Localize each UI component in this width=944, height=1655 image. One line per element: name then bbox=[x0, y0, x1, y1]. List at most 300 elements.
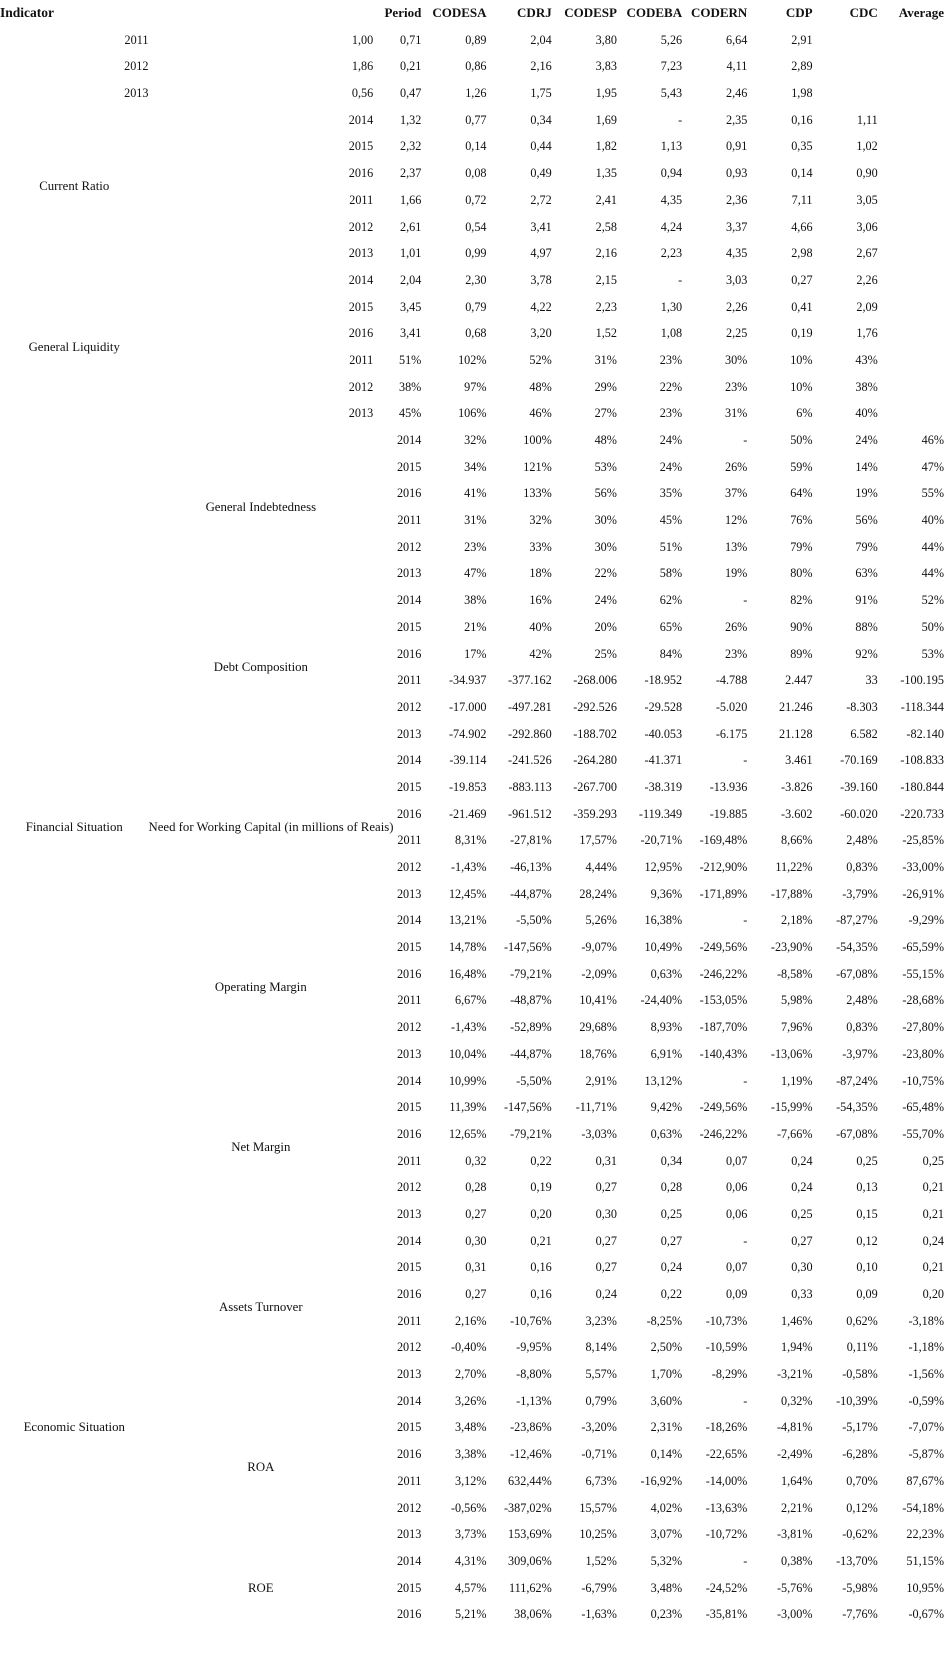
cell-value: -10,59% bbox=[705, 1340, 748, 1355]
cell-value: 82% bbox=[790, 593, 813, 608]
cell-value: 0,30 bbox=[595, 1206, 617, 1221]
cell-value: -268.006 bbox=[573, 673, 617, 688]
cell-average: 0,90 bbox=[856, 166, 878, 181]
cell-period: 2015 bbox=[396, 779, 422, 794]
cell-value: 2,61 bbox=[399, 219, 422, 234]
cell-value: -1,63% bbox=[581, 1607, 617, 1622]
cell-value: -44,87% bbox=[510, 886, 552, 901]
column-header-cdp: CDP bbox=[785, 5, 813, 20]
cell-value: -246,22% bbox=[699, 966, 748, 981]
cell-value: 1,52 bbox=[595, 326, 617, 341]
cell-value: 17,57% bbox=[579, 833, 617, 848]
cell-value: -11,71% bbox=[575, 1100, 617, 1115]
cell-value: 2,72 bbox=[530, 192, 552, 207]
column-header-period: Period bbox=[384, 5, 422, 20]
cell-period: 2015 bbox=[396, 1580, 422, 1595]
cell-average: 1,76 bbox=[856, 326, 878, 341]
cell-value: -87,27% bbox=[836, 913, 878, 928]
cell-value: - bbox=[743, 1073, 748, 1088]
table-row bbox=[0, 107, 944, 134]
cell-average: -0,59% bbox=[908, 1393, 944, 1408]
cell-value: -6.175 bbox=[715, 726, 748, 741]
cell-value: 0,11% bbox=[846, 1340, 878, 1355]
cell-value: -5,98% bbox=[842, 1580, 878, 1595]
cell-average: 43% bbox=[855, 352, 878, 367]
cell-value: 5,21% bbox=[455, 1607, 487, 1622]
cell-average: 3,05 bbox=[856, 192, 878, 207]
table-row bbox=[0, 27, 944, 54]
indicator-label: ROE bbox=[248, 1580, 274, 1595]
cell-value: 6% bbox=[796, 406, 813, 421]
cell-value: 2,58 bbox=[595, 219, 617, 234]
indicator-label: General Indebtedness bbox=[205, 499, 317, 514]
cell-value: 63% bbox=[855, 566, 878, 581]
cell-value: - bbox=[678, 112, 683, 127]
cell-period: 2015 bbox=[396, 1420, 422, 1435]
cell-average: -55,70% bbox=[902, 1126, 944, 1141]
cell-period: 2011 bbox=[397, 833, 422, 848]
cell-value: 22% bbox=[594, 566, 617, 581]
cell-value: -48,87% bbox=[510, 993, 552, 1008]
cell-value: 53% bbox=[594, 459, 617, 474]
cell-value: -41.371 bbox=[644, 753, 683, 768]
cell-value: 6,64 bbox=[726, 32, 748, 47]
cell-value: 0,79 bbox=[465, 299, 487, 314]
cell-period: 2016 bbox=[396, 1447, 422, 1462]
cell-value: 0,71 bbox=[399, 32, 422, 47]
cell-average: 38% bbox=[855, 379, 878, 394]
cell-value: -15,99% bbox=[770, 1100, 813, 1115]
cell-value: -187,70% bbox=[699, 1020, 748, 1035]
cell-value: 38% bbox=[398, 379, 422, 394]
cell-period: 2013 bbox=[348, 246, 374, 261]
cell-average: -65,48% bbox=[902, 1100, 944, 1115]
cell-period: 2014 bbox=[396, 1073, 422, 1088]
group-label: Economic Situation bbox=[23, 1420, 125, 1435]
cell-value: 9,42% bbox=[650, 1100, 683, 1115]
cell-value: -12,46% bbox=[510, 1447, 552, 1462]
cell-value: 1,66 bbox=[399, 192, 422, 207]
cell-value: -249,56% bbox=[699, 940, 748, 955]
cell-value: 3,80 bbox=[595, 32, 617, 47]
cell-value: -40.053 bbox=[644, 726, 683, 741]
table-row bbox=[0, 267, 944, 294]
cell-value: 97% bbox=[464, 379, 487, 394]
cell-period: 2014 bbox=[396, 1233, 422, 1248]
cell-value: 89% bbox=[790, 646, 813, 661]
cell-average: -25,85% bbox=[902, 833, 944, 848]
cell-period: 2012 bbox=[396, 539, 422, 554]
cell-value: 0,25 bbox=[791, 1206, 813, 1221]
cell-value: 4,66 bbox=[791, 219, 813, 234]
cell-value: 4,44% bbox=[585, 860, 617, 874]
cell-average: -0,67% bbox=[908, 1607, 944, 1622]
cell-average: 1,11 bbox=[856, 112, 878, 127]
cell-value: 3.461 bbox=[785, 753, 813, 768]
cell-average: 40% bbox=[855, 406, 878, 421]
cell-value: 11,22% bbox=[775, 860, 813, 874]
cell-value: -883.113 bbox=[508, 779, 552, 794]
cell-value: 19% bbox=[724, 566, 748, 581]
cell-value: 632,44% bbox=[508, 1473, 552, 1488]
table-row bbox=[0, 80, 944, 107]
cell-value: 38,06% bbox=[514, 1607, 552, 1622]
cell-value: 13,21% bbox=[448, 913, 487, 928]
cell-value: -67,08% bbox=[836, 1126, 878, 1141]
cell-value: 40% bbox=[529, 619, 552, 634]
cell-value: 20% bbox=[594, 619, 617, 634]
cell-period: 2014 bbox=[348, 112, 374, 127]
table-body bbox=[0, 27, 944, 1628]
cell-value: 30% bbox=[724, 352, 748, 367]
cell-value: - bbox=[743, 1553, 748, 1568]
cell-value: 42% bbox=[529, 646, 552, 661]
cell-value: -10,73% bbox=[705, 1313, 748, 1328]
cell-average: 47% bbox=[921, 459, 944, 474]
cell-value: -5,50% bbox=[516, 913, 552, 928]
cell-value: -961.512 bbox=[508, 806, 552, 821]
cell-period: 2013 bbox=[124, 86, 149, 101]
cell-value: 92% bbox=[855, 646, 878, 661]
cell-value: - bbox=[743, 753, 748, 768]
cell-value: -19.885 bbox=[709, 806, 748, 821]
cell-value: 2,23 bbox=[595, 299, 617, 314]
cell-value: 62% bbox=[659, 593, 683, 608]
header-row bbox=[0, 0, 944, 27]
column-header-cdrj: CDRJ bbox=[517, 5, 552, 20]
cell-value: 0,16 bbox=[530, 1260, 552, 1275]
cell-value: 2,70% bbox=[455, 1367, 487, 1382]
cell-value: 8,66% bbox=[781, 833, 813, 848]
cell-value: 91% bbox=[855, 593, 878, 608]
cell-value: 23% bbox=[659, 352, 683, 367]
cell-period: 2011 bbox=[397, 993, 422, 1008]
cell-value: 3,48% bbox=[455, 1420, 487, 1435]
cell-value: 16,48% bbox=[448, 966, 487, 981]
cell-value: 0,44 bbox=[530, 139, 552, 154]
table-header bbox=[0, 0, 944, 27]
cell-average: 2,89 bbox=[791, 59, 813, 74]
cell-value: 0,14 bbox=[791, 166, 813, 181]
cell-value: 0,77 bbox=[465, 112, 487, 127]
cell-value: 2,91% bbox=[585, 1073, 617, 1088]
cell-value: 0,93 bbox=[726, 166, 748, 181]
cell-value: 0,20 bbox=[530, 1206, 552, 1221]
cell-value: - bbox=[743, 593, 748, 608]
cell-value: 1,64% bbox=[781, 1473, 813, 1488]
indicator-label: Net Margin bbox=[231, 1140, 291, 1155]
cell-value: 24% bbox=[855, 433, 878, 447]
cell-value: 46% bbox=[529, 406, 552, 421]
cell-value: 30% bbox=[594, 539, 617, 554]
cell-value: 1,95 bbox=[595, 86, 617, 101]
cell-value: - bbox=[743, 913, 748, 928]
cell-value: 3,38% bbox=[455, 1447, 487, 1462]
cell-value: -387,02% bbox=[503, 1500, 552, 1515]
cell-value: 24% bbox=[659, 433, 683, 447]
cell-period: 2016 bbox=[396, 1287, 422, 1301]
cell-period: 2014 bbox=[396, 1553, 422, 1568]
cell-average: -1,56% bbox=[908, 1367, 944, 1382]
cell-value: 0,56 bbox=[351, 86, 374, 101]
cell-value: -3,81% bbox=[776, 1527, 813, 1542]
cell-value: 0,49 bbox=[530, 166, 552, 181]
cell-average: 1,02 bbox=[856, 139, 878, 154]
cell-value: -0,71% bbox=[581, 1447, 617, 1462]
cell-value: 16% bbox=[529, 593, 552, 608]
cell-value: -13,63% bbox=[705, 1500, 748, 1515]
cell-value: -17,88% bbox=[770, 886, 813, 901]
cell-value: 1,19% bbox=[781, 1073, 813, 1088]
cell-value: 6,91% bbox=[650, 1046, 683, 1061]
cell-period: 2013 bbox=[396, 1367, 422, 1382]
cell-value: 111,62% bbox=[508, 1580, 552, 1595]
cell-average: 46% bbox=[921, 433, 944, 447]
cell-value: 2,41 bbox=[595, 192, 617, 207]
cell-value: -54,35% bbox=[836, 1100, 878, 1115]
cell-value: 12,65% bbox=[448, 1126, 487, 1141]
cell-value: 102% bbox=[458, 352, 487, 367]
cell-value: -3,00% bbox=[776, 1607, 813, 1622]
cell-value: -7,66% bbox=[776, 1126, 813, 1141]
cell-value: -497.281 bbox=[508, 699, 552, 714]
cell-average: -23,80% bbox=[902, 1046, 944, 1061]
cell-value: -2,49% bbox=[776, 1447, 813, 1462]
cell-value: -54,35% bbox=[836, 940, 878, 955]
cell-value: 2,30 bbox=[465, 272, 487, 287]
cell-value: 34% bbox=[464, 459, 487, 474]
indicator-label: Need for Working Capital (in millions of Reais) bbox=[148, 819, 394, 834]
cell-value: 1,94% bbox=[781, 1340, 813, 1355]
cell-average: 2,26 bbox=[856, 272, 878, 287]
cell-value: 7,23 bbox=[660, 59, 683, 74]
cell-value: 0,22 bbox=[530, 1153, 552, 1168]
cell-average: -27,80% bbox=[902, 1020, 944, 1035]
cell-value: 0,38% bbox=[781, 1553, 813, 1568]
cell-value: 1,69 bbox=[595, 112, 617, 127]
cell-value: 29,68% bbox=[579, 1020, 617, 1035]
cell-value: 0,32% bbox=[781, 1393, 813, 1408]
cell-period: 2014 bbox=[396, 433, 422, 447]
cell-average: 50% bbox=[921, 619, 944, 634]
cell-value: -13,70% bbox=[836, 1553, 878, 1568]
cell-value: 2,23 bbox=[660, 246, 683, 261]
cell-value: -140,43% bbox=[699, 1046, 748, 1061]
cell-period: 2012 bbox=[396, 860, 422, 874]
cell-average: -5,87% bbox=[908, 1447, 944, 1462]
cell-value: 6,73% bbox=[585, 1473, 617, 1488]
column-header-average: Average bbox=[898, 5, 944, 20]
cell-value: 18% bbox=[529, 566, 552, 581]
cell-period: 2012 bbox=[348, 219, 374, 234]
table-row bbox=[0, 1228, 944, 1255]
cell-period: 2013 bbox=[396, 1206, 422, 1221]
cell-value: -16,92% bbox=[640, 1473, 683, 1488]
cell-value: 52% bbox=[529, 352, 552, 367]
cell-period: 2016 bbox=[396, 486, 422, 501]
cell-value: 0,72 bbox=[465, 192, 487, 207]
cell-value: -18,26% bbox=[705, 1420, 748, 1435]
cell-value: 0,24 bbox=[595, 1287, 617, 1301]
cell-average: 2,09 bbox=[856, 299, 878, 314]
cell-period: 2016 bbox=[396, 646, 422, 661]
cell-value: 0,27 bbox=[595, 1233, 617, 1248]
indicator-label: General Liquidity bbox=[28, 339, 120, 354]
cell-value: 24% bbox=[659, 459, 683, 474]
cell-value: 1,35 bbox=[595, 166, 617, 181]
cell-value: 2,32 bbox=[399, 139, 422, 154]
cell-value: -79,21% bbox=[510, 1126, 552, 1141]
indicator-label: Debt Composition bbox=[213, 659, 308, 674]
cell-value: -52,89% bbox=[510, 1020, 552, 1035]
cell-period: 2011 bbox=[397, 1473, 422, 1488]
cell-period: 2011 bbox=[124, 32, 149, 47]
cell-average: -100.195 bbox=[900, 673, 944, 688]
cell-value: 64% bbox=[790, 486, 813, 501]
cell-period: 2014 bbox=[348, 272, 374, 287]
cell-value: 5,98% bbox=[781, 993, 813, 1008]
cell-value: 4,57% bbox=[455, 1580, 487, 1595]
cell-value: 2,48% bbox=[846, 833, 878, 848]
cell-period: 2013 bbox=[396, 726, 422, 741]
cell-average: 52% bbox=[921, 593, 944, 608]
cell-value: 76% bbox=[790, 513, 813, 528]
cell-value: 1,86 bbox=[351, 59, 374, 74]
cell-average: -65,59% bbox=[902, 940, 944, 955]
cell-value: 8,93% bbox=[650, 1020, 683, 1035]
cell-period: 2015 bbox=[348, 139, 374, 154]
cell-value: 3,41 bbox=[399, 326, 422, 341]
cell-value: 3,73% bbox=[455, 1527, 487, 1542]
column-header-indicator: Indicator bbox=[0, 5, 54, 20]
cell-average: -33,00% bbox=[902, 860, 944, 874]
cell-value: 133% bbox=[523, 486, 552, 501]
cell-value: 16,38% bbox=[644, 913, 683, 928]
cell-value: -70.169 bbox=[840, 753, 878, 768]
cell-value: 0,16 bbox=[530, 1287, 552, 1301]
cell-value: 1,75 bbox=[530, 86, 552, 101]
cell-value: 1,70% bbox=[650, 1367, 683, 1382]
cell-value: -264.280 bbox=[573, 753, 617, 768]
cell-period: 2012 bbox=[396, 1500, 422, 1515]
cell-value: 4,35 bbox=[660, 192, 683, 207]
cell-value: 0,19 bbox=[530, 1180, 552, 1195]
cell-average: 53% bbox=[921, 646, 944, 661]
cell-value: -0,40% bbox=[450, 1340, 487, 1355]
cell-value: -44,87% bbox=[510, 1046, 552, 1061]
cell-value: -39.114 bbox=[449, 753, 487, 768]
cell-value: 0,35 bbox=[791, 139, 813, 154]
cell-value: 48% bbox=[594, 433, 617, 447]
cell-value: 0,83% bbox=[846, 860, 878, 874]
cell-period: 2013 bbox=[348, 406, 374, 421]
cell-value: -74.902 bbox=[448, 726, 487, 741]
cell-value: 79% bbox=[790, 539, 813, 554]
cell-value: 5,26 bbox=[660, 32, 683, 47]
cell-average: 51,15% bbox=[906, 1553, 944, 1568]
cell-value: 0,89 bbox=[465, 32, 487, 47]
cell-value: -147,56% bbox=[503, 1100, 552, 1115]
cell-value: -39.160 bbox=[840, 779, 878, 794]
cell-value: 79% bbox=[855, 539, 878, 554]
cell-value: -169,48% bbox=[699, 833, 748, 848]
cell-value: 10% bbox=[790, 379, 813, 394]
cell-value: 3,48% bbox=[650, 1580, 683, 1595]
cell-value: 10,49% bbox=[644, 940, 683, 955]
cell-value: 28,24% bbox=[579, 886, 617, 901]
cell-average: 3,06 bbox=[856, 219, 878, 234]
cell-value: 21.246 bbox=[779, 699, 813, 714]
cell-average: -82.140 bbox=[906, 726, 944, 741]
cell-value: -67,08% bbox=[836, 966, 878, 981]
cell-value: 10,41% bbox=[579, 993, 617, 1008]
cell-value: 0,30 bbox=[465, 1233, 487, 1248]
cell-value: 10% bbox=[790, 352, 813, 367]
cell-value: 2,31% bbox=[650, 1420, 683, 1435]
cell-period: 2012 bbox=[396, 699, 422, 714]
cell-value: 4,11 bbox=[726, 59, 748, 74]
cell-value: 0,09 bbox=[726, 1287, 748, 1301]
indicator-label: Current Ratio bbox=[39, 179, 110, 194]
cell-value: 2,18% bbox=[781, 913, 813, 928]
cell-value: -9,95% bbox=[516, 1340, 552, 1355]
cell-value: -0,56% bbox=[450, 1500, 487, 1515]
cell-value: 13,12% bbox=[644, 1073, 683, 1088]
cell-value: -19.853 bbox=[448, 779, 487, 794]
cell-period: 2012 bbox=[396, 1340, 422, 1355]
cell-value: 0,68 bbox=[465, 326, 487, 341]
cell-value: 3,83 bbox=[595, 59, 617, 74]
cell-value: 0,34 bbox=[660, 1153, 683, 1168]
cell-value: -8,29% bbox=[711, 1367, 748, 1382]
cell-value: 27% bbox=[594, 406, 617, 421]
cell-value: 3,37 bbox=[726, 219, 748, 234]
cell-value: -3,79% bbox=[842, 886, 878, 901]
cell-average: 0,24 bbox=[922, 1233, 944, 1248]
cell-value: 0,12 bbox=[856, 1233, 878, 1248]
cell-value: 0,99 bbox=[465, 246, 487, 261]
cell-value: - bbox=[743, 1393, 748, 1408]
cell-period: 2013 bbox=[396, 1046, 422, 1061]
cell-value: 35% bbox=[659, 486, 683, 501]
cell-value: 8,31% bbox=[455, 833, 487, 848]
cell-value: 2,25 bbox=[726, 326, 748, 341]
cell-value: 32% bbox=[464, 433, 487, 447]
cell-average: 2,91 bbox=[791, 32, 813, 47]
cell-average: 44% bbox=[921, 539, 944, 554]
cell-value: -23,90% bbox=[770, 940, 813, 955]
cell-period: 2014 bbox=[396, 753, 422, 768]
cell-value: -24,40% bbox=[640, 993, 683, 1008]
cell-average: -55,15% bbox=[902, 966, 944, 981]
cell-value: -21.469 bbox=[448, 806, 487, 821]
cell-value: 3,60% bbox=[650, 1393, 683, 1408]
cell-value: 33% bbox=[529, 539, 552, 554]
cell-period: 2016 bbox=[396, 966, 422, 981]
cell-value: 0,16 bbox=[791, 112, 813, 127]
cell-value: 2,21% bbox=[781, 1500, 813, 1515]
cell-value: -1,43% bbox=[450, 860, 487, 874]
cell-value: 2,16 bbox=[530, 59, 552, 74]
cell-value: 23% bbox=[464, 539, 487, 554]
cell-period: 2015 bbox=[396, 619, 422, 634]
cell-period: 2013 bbox=[396, 566, 422, 581]
cell-value: 4,31% bbox=[455, 1553, 487, 1568]
cell-value: -171,89% bbox=[699, 886, 748, 901]
cell-value: -87,24% bbox=[836, 1073, 878, 1088]
cell-average: -7,07% bbox=[908, 1420, 944, 1435]
cell-value: 0,27 bbox=[465, 1287, 487, 1301]
